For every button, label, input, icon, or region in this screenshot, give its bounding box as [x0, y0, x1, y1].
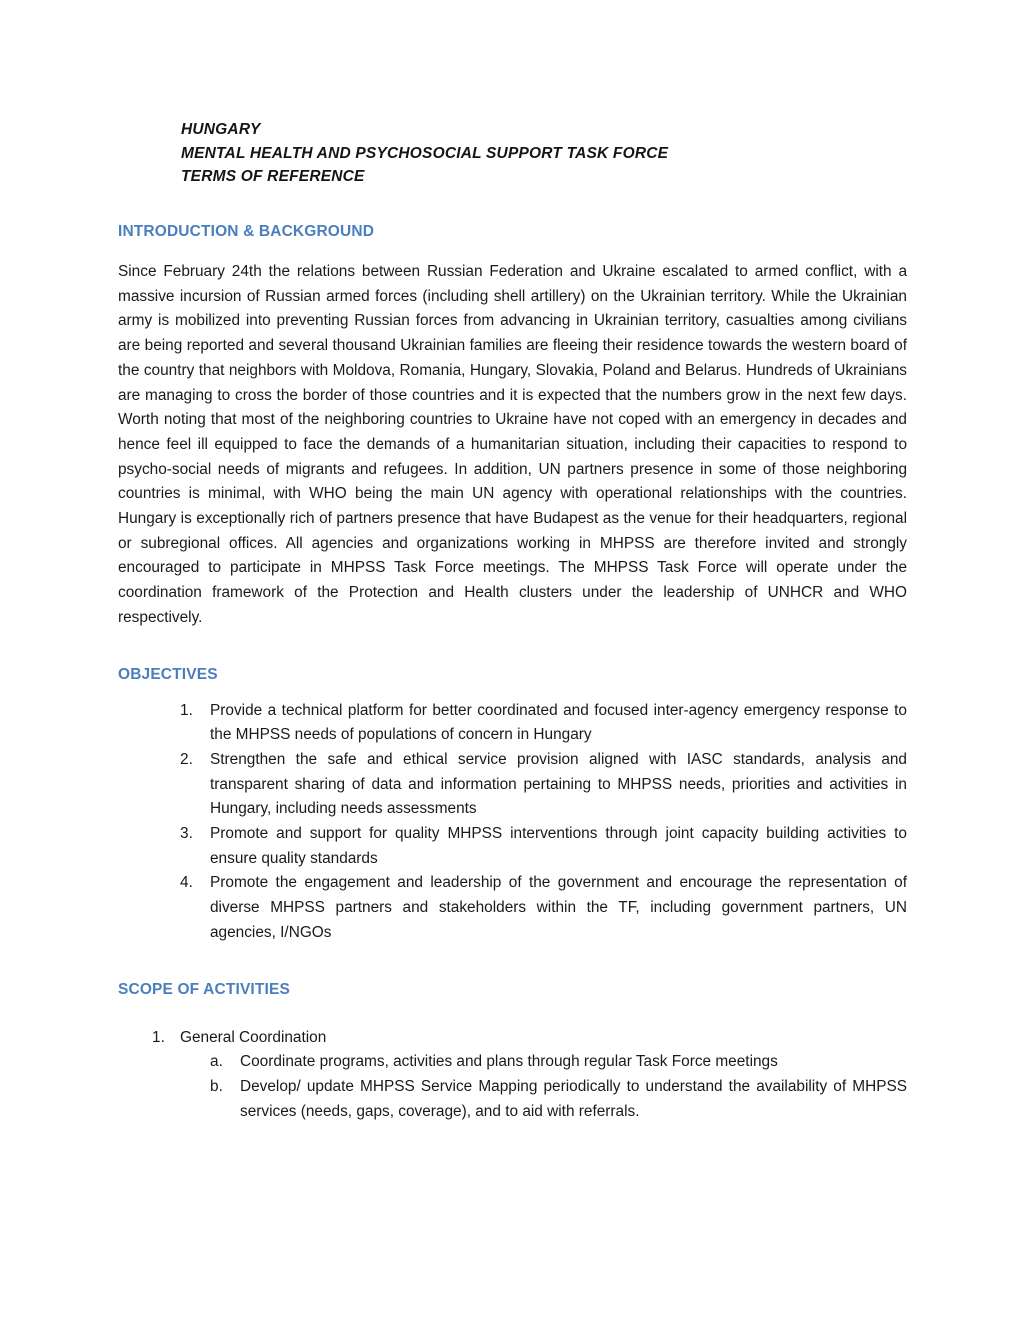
scope-list	[118, 1026, 907, 1125]
list-item: Strengthen the safe and ethical service provision aligned with IASC standards, analysis and transparent sharing of data and information pertaining to MHPSS needs, priorities and activities in Hungary, including needs assessments	[210, 750, 907, 818]
objectives-list	[118, 699, 907, 946]
title-line-country: HUNGARY	[181, 121, 261, 138]
section-heading-scope-of-activities: SCOPE OF ACTIVITIES	[118, 980, 290, 998]
list-item	[118, 1026, 907, 1125]
title-line-terms-of-reference: TERMS OF REFERENCE	[181, 168, 365, 185]
spacer	[118, 946, 907, 980]
list-item: Promote and support for quality MHPSS interventions through joint capacity building activities to ensure quality standards	[210, 825, 907, 867]
spacer	[118, 685, 907, 699]
list-item: Promote the engagement and leadership of the government and encourage the representation of diverse MHPSS partners and stakeholders within the TF, including government partners, UN agencies, I/NGOs	[210, 874, 907, 941]
spacer	[118, 631, 907, 665]
introduction-paragraph: Since February 24th the relations between Russian Federation and Ukraine escalated to armed conflict, with a massive incursion of Russian armed forces (including shell artillery) on the Ukrainian territory. While the Ukrainian army is mobilized into preventing Russian forces from advancing in Ukrainian territory, casualties among civilians are being reported and several thousand Ukrainian families are fleeing their residence towards the western board of the country that neighbors with Moldova, Romania, Hungary, Slovakia, Poland and Belarus. Hundreds of Ukrainians are managing to cross the border of those countries and it is expected that the numbers grow in the next few days. Worth noting that most of the neighboring countries to Ukraine have not coped with an emergency in decades and hence feel ill equipped to face the demands of a humanitarian situation, including their capacities to respond to psycho-social needs of migrants and refugees. In addition, UN partners presence in some of those neighboring countries is minimal, with WHO being the main UN agency with operational relationships with the countries. Hungary is exceptionally rich of partners presence that have Budapest as the venue for their headquarters, regional or subregional offices. All agencies and organizations working in MHPSS are therefore invited and strongly encouraged to participate in MHPSS Task Force meetings. The MHPSS Task Force will operate under the coordination framework of the Protection and Health clusters under the leadership of UNHCR and WHO respectively.	[118, 263, 907, 626]
list-item: Provide a technical platform for better coordinated and focused inter-agency emergency response to the MHPSS needs of populations of concern in Hungary	[210, 701, 907, 744]
section-heading-introduction: INTRODUCTION & BACKGROUND	[118, 223, 375, 240]
document-title-block	[181, 118, 881, 189]
spacer	[118, 242, 907, 260]
scope-item-label: General Coordination	[180, 1028, 327, 1046]
list-item: Develop/ update MHPSS Service Mapping periodically to understand the availability of MHPSS services (needs, gaps, coverage), and to aid with referrals.	[240, 1077, 907, 1120]
list-item: Coordinate programs, activities and plans through regular Task Force meetings	[240, 1053, 778, 1071]
spacer	[118, 1000, 907, 1026]
document-body	[118, 222, 907, 1124]
scope-sublist	[180, 1050, 907, 1124]
title-line-taskforce: MENTAL HEALTH AND PSYCHOSOCIAL SUPPORT TASK FORCE	[181, 144, 669, 162]
section-heading-objectives: OBJECTIVES	[118, 665, 218, 683]
